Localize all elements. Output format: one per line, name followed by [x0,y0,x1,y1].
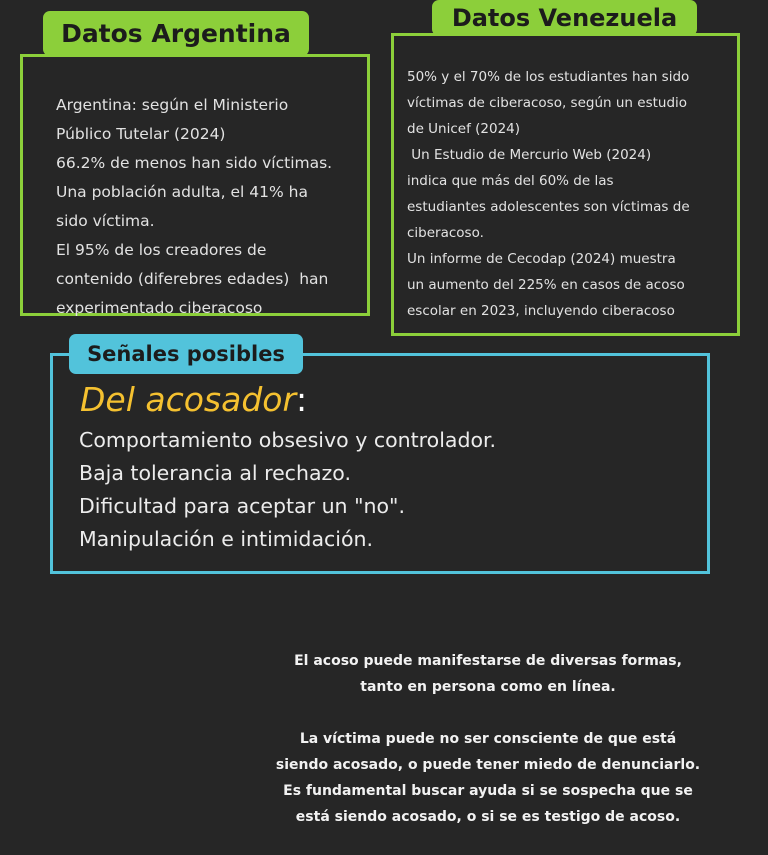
senales-list [79,424,496,556]
venezuela-line: Un Estudio de Mercurio Web (2024) [407,147,652,163]
venezuela-text [407,64,747,324]
argentina-line: sido víctima. [56,212,155,230]
list-item: Baja tolerancia al rechazo. [79,461,351,485]
argentina-line: contenido (diferebres edades) han [56,270,329,288]
footer-line: siendo acosado, o puede tener miedo de denunciarlo. [275,757,701,773]
paragraph-gap [218,700,758,726]
argentina-line: Público Tutelar (2024) [56,125,226,143]
venezuela-title: Datos Venezuela [432,0,697,36]
venezuela-line: de Unicef (2024) [407,121,521,137]
argentina-line: 66.2% de menos han sido víctimas. [56,154,333,172]
senales-title: Señales posibles [69,334,303,374]
list-item: Dificultad para aceptar un "no". [79,494,405,518]
venezuela-line: ciberacoso. [407,225,484,241]
argentina-data-box [20,54,370,316]
argentina-line: Argentina: según el Ministerio [56,96,289,114]
list-item: Comportamiento obsesivo y controlador. [79,428,497,452]
argentina-line: experimentado ciberacoso [56,299,263,317]
venezuela-data-box [391,33,740,336]
venezuela-line: Un informe de Cecodap (2024) muestra [407,251,676,267]
venezuela-line: escolar en 2023, incluyendo ciberacoso [407,303,675,319]
list-item: Manipulación e intimidación. [79,527,374,551]
footer-line: tanto en persona como en línea. [360,679,616,695]
footer-line: El acoso puede manifestarse de diversas formas, [294,653,682,669]
footer-text [218,648,758,830]
argentina-title: Datos Argentina [43,11,309,56]
subtitle-text: Del acosador [80,380,297,419]
senales-subtitle [80,380,307,419]
argentina-line: Una población adulta, el 41% ha [56,183,308,201]
argentina-text [56,91,366,323]
footer-line: está siendo acosado, o si se es testigo de acoso. [295,809,681,825]
venezuela-line: un aumento del 225% en casos de acoso [407,277,685,293]
venezuela-line: indica que más del 60% de las [407,173,614,189]
footer-line: Es fundamental buscar ayuda si se sospecha que se [283,783,693,799]
venezuela-line: 50% y el 70% de los estudiantes han sido [407,69,690,85]
footer-line: La víctima puede no ser consciente de que está [299,731,677,747]
argentina-line: El 95% de los creadores de [56,241,267,259]
venezuela-line: víctimas de ciberacoso, según un estudio [407,95,688,111]
venezuela-line: estudiantes adolescentes son víctimas de [407,199,690,215]
subtitle-colon: : [296,380,308,419]
